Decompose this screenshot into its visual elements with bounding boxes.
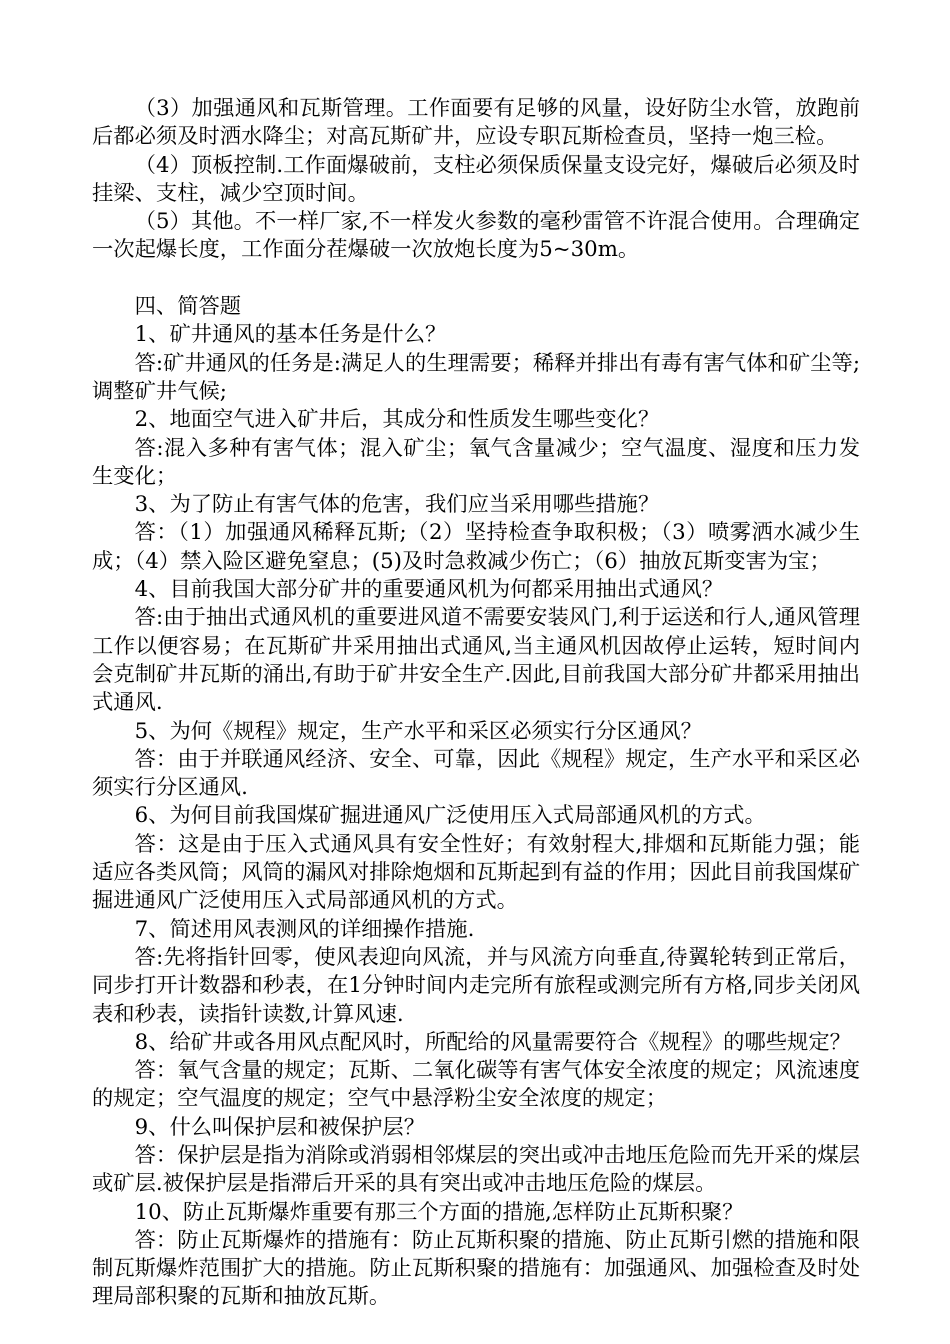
paragraph-ventilation-gas: （3）加强通风和瓦斯管理。工作面要有足够的风量，设好防尘水管，放跑前后都必须及时洒水降尘；对高瓦斯矿井，应设专职瓦斯检查员，坚持一炮三检。	[92, 96, 860, 150]
paragraph-roof-control: （4）顶板控制.工作面爆破前，支柱必须保质保量支设完好，爆破后必须及时挂梁、支柱，减少空顶时间。	[92, 152, 860, 206]
question-2: 2、地面空气进入矿井后，其成分和性质发生哪些变化？	[134, 407, 660, 433]
question-5: 5、为何《规程》规定，生产水平和采区必须实行分区通风？	[134, 718, 702, 744]
answer-8: 答：氧气含量的规定；瓦斯、二氧化碳等有害气体安全浓度的规定；风流速度的规定；空气温度的规定；空气中悬浮粉尘安全浓度的规定；	[92, 1058, 860, 1112]
blank-line	[92, 265, 860, 293]
answer-7: 答:先将指针回零，使风表迎向风流，并与风流方向垂直,待翼轮转到正常后，同步打开计数器和秒表，在1分钟时间内走完所有旅程或测完所有方格,同步关闭风表和秒表，读指针读数,计算风速.	[92, 944, 860, 1027]
answer-2: 答:混入多种有害气体；混入矿尘；氧气含量减少；空气温度、湿度和压力发生变化；	[92, 435, 860, 489]
question-1: 1、矿井通风的基本任务是什么？	[134, 322, 447, 348]
answer-10: 答：防止瓦斯爆炸的措施有：防止瓦斯积聚的措施、防止瓦斯引燃的措施和限制瓦斯爆炸范围扩大的措施。防止瓦斯积聚的措施有：加强通风、加强检查及时处理局部积聚的瓦斯和抽放瓦斯。	[92, 1227, 860, 1310]
section-title: 四、简答题	[134, 294, 242, 320]
question-4: 4、目前我国大部分矿井的重要通风机为何都采用抽出式通风？	[134, 577, 724, 603]
question-3: 3、为了防止有害气体的危害，我们应当采用哪些措施？	[134, 492, 660, 518]
question-8: 8、给矿井或各用风点配风时，所配给的风量需要符合《规程》的哪些规定？	[134, 1029, 851, 1055]
answer-9: 答：保护层是指为消除或消弱相邻煤层的突出或冲击地压危险而先开采的煤层或矿层.被保护层是指滞后开采的具有突出或冲击地压危险的煤层。	[92, 1142, 860, 1197]
question-7: 7、简述用风表测风的详细操作措施.	[134, 916, 475, 942]
question-6: 6、为何目前我国煤矿掘进通风广泛使用压入式局部通风机的方式。	[134, 803, 766, 829]
answer-6: 答：这是由于压入式通风具有安全性好；有效射程大,排烟和瓦斯能力强；能适应各类风筒；风筒的漏风对排除炮烟和瓦斯起到有益的作用；因此目前我国煤矿掘进通风广泛使用压入式局部通风机的方式。	[92, 831, 860, 914]
answer-1: 答:矿井通风的任务是:满足人的生理需要；稀释并排出有毒有害气体和矿尘等;调整矿井气候;	[92, 350, 860, 404]
question-10: 10、防止瓦斯爆炸重要有那三个方面的措施,怎样防止瓦斯积聚？	[134, 1199, 744, 1225]
question-9: 9、什么叫保护层和被保护层？	[134, 1114, 426, 1140]
answer-4: 答:由于抽出式通风机的重要进风道不需要安装风门,利于运送和行人,通风管理工作以便容易；在瓦斯矿井采用抽出式通风,当主通风机因故停止运转，短时间内会克制矿井瓦斯的涌出,有助于矿井安全生产.因此,目前我国大部分矿井都采用抽出式通风.	[92, 605, 860, 716]
paragraph-other: （5）其他。不一样厂家,不一样发火参数的毫秒雷管不许混合使用。合理确定一次起爆长度，工作面分茬爆破一次放炮长度为5~30m。	[92, 209, 860, 263]
answer-5: 答：由于并联通风经济、安全、可靠，因此《规程》规定，生产水平和采区必须实行分区通风.	[92, 746, 860, 801]
answer-3: 答：（1）加强通风稀释瓦斯;（2）坚持检查争取积极；（3）喷雾洒水减少生成；（4）禁入险区避免窒息；(5)及时急救减少伤亡；（6）抽放瓦斯变害为宝；	[92, 520, 860, 574]
